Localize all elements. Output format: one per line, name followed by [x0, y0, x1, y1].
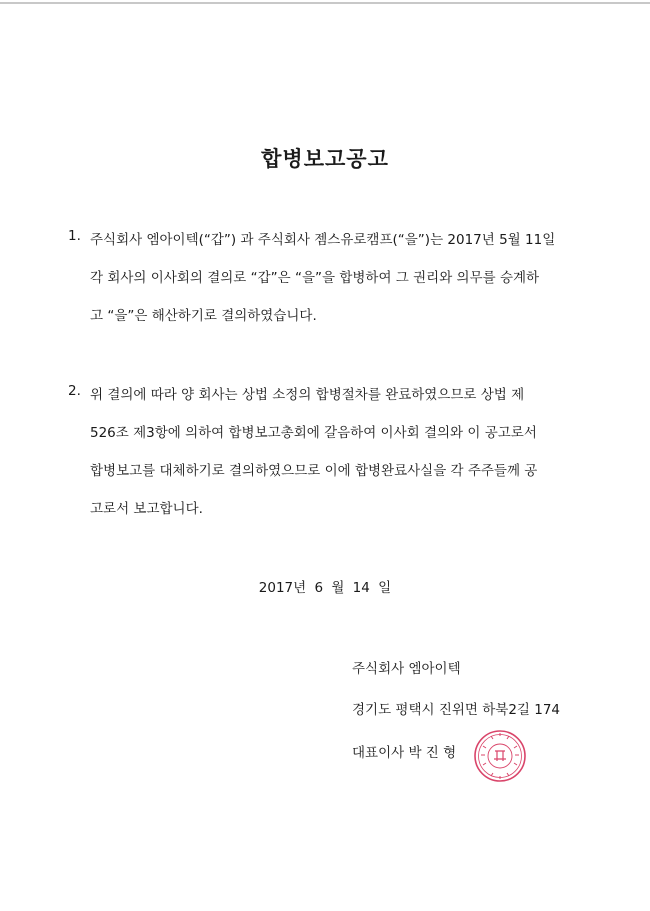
paragraph-line: 고 “을”은 해산하기로 결의하였습니다. — [90, 308, 317, 324]
company-seal-stamp — [473, 729, 527, 783]
paragraph-line: 주식회사 엠아이텍(“갑”) 과 주식회사 젬스유로캠프(“을”)는 2017년 5월 11일 — [90, 232, 556, 248]
page-top-edge — [0, 2, 650, 4]
document-title: 합병보고공고 — [261, 147, 389, 171]
paragraph-number: 1. — [68, 228, 81, 244]
paragraph-number: 2. — [68, 383, 81, 399]
signature-company: 주식회사 엠아이텍 — [352, 661, 461, 677]
paragraph-line: 526조 제3항에 의하여 합병보고총회에 갈음하여 이사회 결의와 이 공고로서 — [90, 425, 537, 441]
document-date: 2017년 6 월 14 일 — [258, 580, 392, 596]
paragraph-line: 합병보고를 대체하기로 결의하였으므로 이에 합병완료사실을 각 주주들께 공 — [90, 463, 538, 479]
signature-address: 경기도 평택시 진위면 하북2길 174 — [352, 702, 561, 718]
signature-representative: 대표이사 박 진 형 — [352, 745, 457, 761]
paragraph-line: 각 회사의 이사회의 결의로 “갑”은 “을”을 합병하여 그 권리와 의무를 승계하 — [90, 270, 540, 286]
paragraph-line: 고로서 보고합니다. — [90, 501, 203, 517]
paragraph-line: 위 결의에 따라 양 회사는 상법 소정의 합병절차를 완료하였으므로 상법 제 — [90, 387, 525, 403]
